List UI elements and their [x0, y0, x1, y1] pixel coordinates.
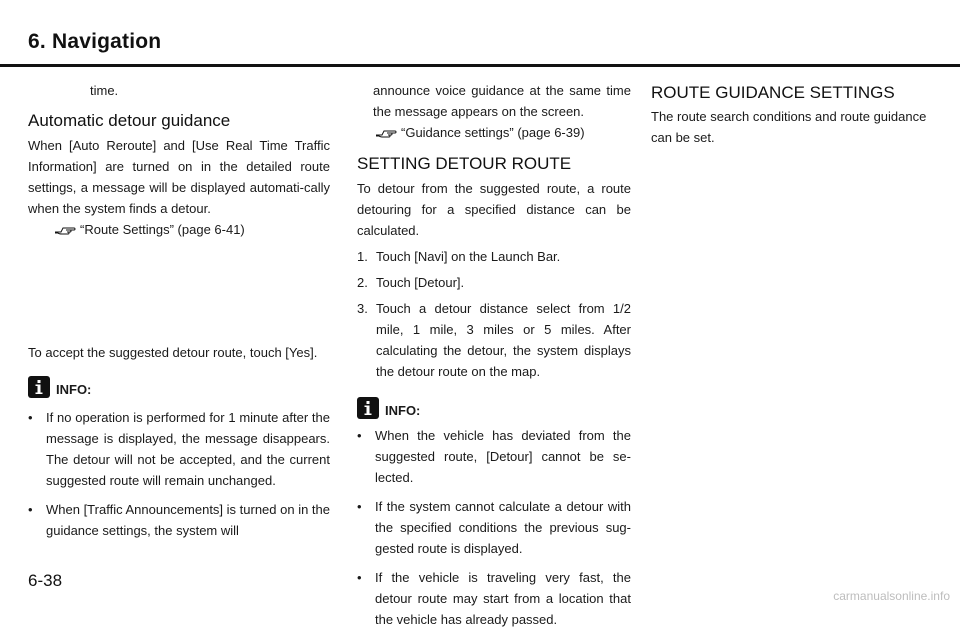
list-item-text: When [Traffic Announcements] is turned on in the guidance settings, the system will: [46, 502, 330, 538]
reference-text: “Guidance settings” (page 6-39): [401, 125, 585, 140]
chapter-title: 6. Navigation: [28, 30, 162, 53]
page-number: 6-38: [28, 571, 63, 590]
info-icon: [357, 397, 379, 419]
step-text: Touch a detour distance select from 1/2 mile, 1 mile, 3 miles or 5 miles. After calculating the detour, the system displays the detour route on the map.: [376, 301, 631, 379]
step-number: 2.: [357, 275, 368, 290]
bullet: •: [357, 428, 362, 443]
section-heading: Automatic detour guidance: [28, 111, 231, 130]
info-label: INFO:: [56, 382, 92, 397]
list-item-text: When the vehicle has deviated from the suggested route, [Detour] cannot be se-lected.: [375, 428, 631, 485]
paragraph: To accept the suggested detour route, touch [Yes].: [28, 345, 318, 360]
continued-text: announce voice guidance at the same time the message appears on the screen.: [373, 83, 631, 119]
header-rule: [0, 64, 960, 67]
list-item: [357, 567, 631, 630]
column-2: [357, 80, 631, 630]
list-item: [357, 425, 631, 488]
list-item: [357, 246, 631, 267]
paragraph: The route search conditions and route guidance can be set.: [651, 109, 927, 145]
list-item: [28, 407, 330, 491]
page-reference[interactable]: [357, 122, 631, 143]
continued-text: time.: [90, 83, 119, 98]
reference-text: “Route Settings” (page 6-41): [80, 222, 245, 237]
bullet: •: [28, 502, 33, 517]
list-item: [357, 298, 631, 382]
section-heading: ROUTE GUIDANCE SETTINGS: [651, 83, 895, 102]
paragraph: To detour from the suggested route, a route detouring for a specified distance can be calculated.: [357, 181, 631, 238]
column-3: [651, 80, 937, 148]
section-heading: SETTING DETOUR ROUTE: [357, 154, 572, 173]
list-item: [28, 499, 330, 541]
column-1: [28, 80, 330, 541]
watermark: carmanualsonline.info: [833, 589, 950, 603]
list-item-text: If the vehicle is traveling very fast, the detour route may start from a location that the vehicle has already passed.: [375, 570, 631, 627]
list-item-text: If the system cannot calculate a detour with the specified conditions the previous sug-gested route is displayed.: [375, 499, 631, 556]
paragraph: When [Auto Reroute] and [Use Real Time Traffic Information] are turned on in the detailed route settings, a message will be displayed automati-cally when the system finds a detour.: [28, 138, 330, 216]
step-text: Touch [Detour].: [376, 275, 465, 290]
bullet: •: [357, 570, 362, 585]
info-heading: [357, 397, 631, 419]
pointing-hand-icon: [375, 126, 397, 139]
bullet: •: [357, 499, 362, 514]
step-number: 3.: [357, 301, 368, 316]
bullet: •: [28, 410, 33, 425]
info-icon: [28, 376, 50, 398]
list-item-text: If no operation is performed for 1 minute after the message is displayed, the message disappears. The detour will not be accepted, and the current suggested route will remain unchanged.: [46, 410, 330, 488]
page-reference[interactable]: [28, 219, 330, 240]
pointing-hand-icon: [54, 223, 76, 236]
step-number: 1.: [357, 249, 368, 264]
list-item: [357, 272, 631, 293]
info-label: INFO:: [385, 403, 421, 418]
info-heading: [28, 376, 330, 398]
step-text: Touch [Navi] on the Launch Bar.: [376, 249, 561, 264]
list-item: [357, 496, 631, 559]
